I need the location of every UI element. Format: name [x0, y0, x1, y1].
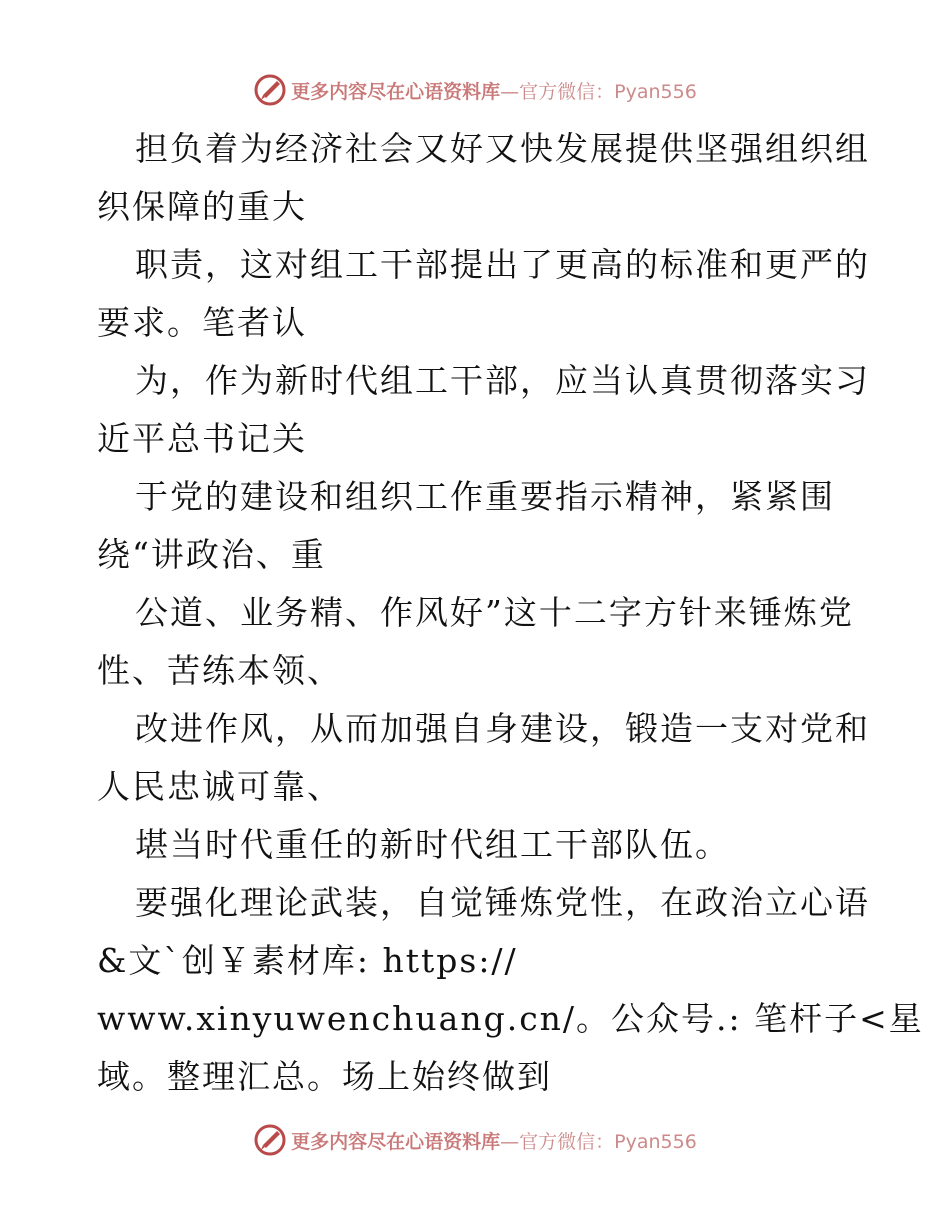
footer-banner	[0, 1120, 950, 1160]
body-line: 绕“讲政治、重	[97, 535, 326, 574]
body-line: 域。整理汇总。场上始终做到	[97, 1057, 552, 1096]
brand-logo-icon	[253, 1123, 287, 1157]
body-line: www.xinyuwenchuang.cn/。公众号.: 笔杆子<星	[97, 999, 924, 1038]
body-line: 织保障的重大	[97, 187, 307, 226]
body-line: 近平总书记关	[97, 419, 307, 458]
body-line: &文`创￥素材库: https://	[97, 941, 518, 980]
body-line: 于党的建设和组织工作重要指示精神，紧紧围	[135, 477, 835, 516]
body-line: 改进作风，从而加强自身建设，锻造一支对党和	[135, 709, 870, 748]
body-line: 担负着为经济社会又好又快发展提供坚强组织组	[135, 129, 870, 168]
banner-text: 更多内容尽在心语资料库—官方微信：Pyan556	[291, 1130, 697, 1153]
brand-logo-icon	[253, 73, 287, 107]
body-line: 性、苦练本领、	[97, 651, 342, 690]
document-body	[97, 120, 924, 1106]
body-line: 为，作为新时代组工干部，应当认真贯彻落实习	[135, 361, 870, 400]
body-line: 堪当时代重任的新时代组工干部队伍。	[135, 825, 730, 864]
header-banner	[0, 70, 950, 110]
body-line: 要强化理论武装，自觉锤炼党性，在政治立心语	[135, 883, 870, 922]
body-line: 公道、业务精、作风好”这十二字方针来锤炼党	[135, 593, 854, 632]
body-line: 人民忠诚可靠、	[97, 767, 342, 806]
banner-text: 更多内容尽在心语资料库—官方微信：Pyan556	[291, 80, 697, 103]
body-line: 要求。笔者认	[97, 303, 307, 342]
body-line: 职责，这对组工干部提出了更高的标准和更严的	[135, 245, 870, 284]
